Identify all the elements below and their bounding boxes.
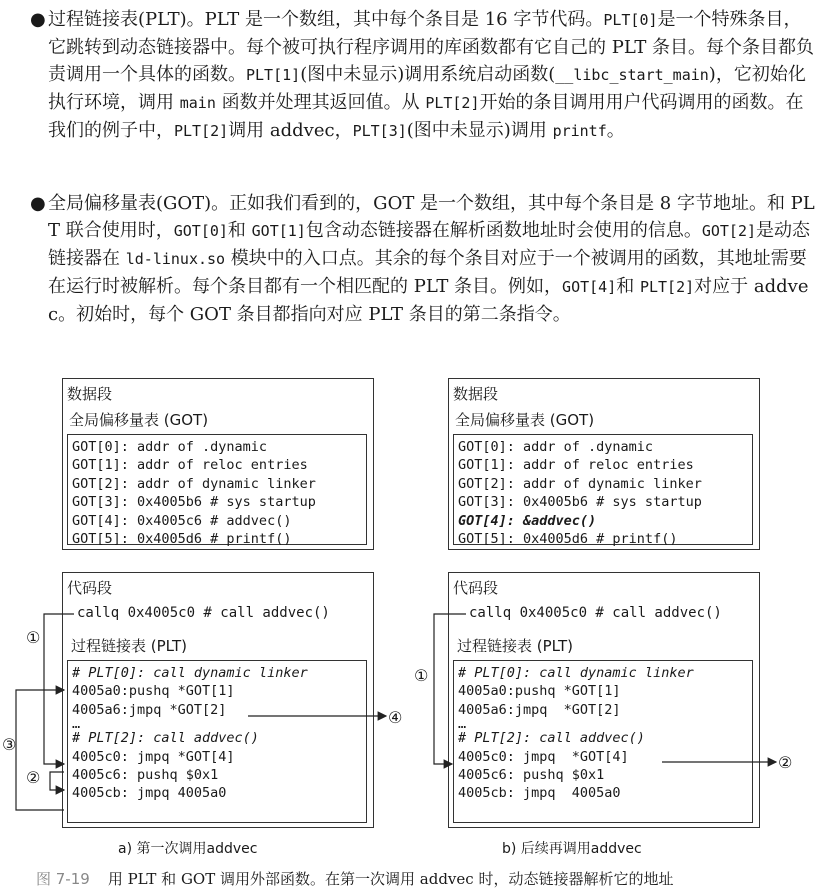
- text-run: 是动态链接器在: [48, 220, 811, 269]
- plt-entry: 4005a0:pushq *GOT[1]: [458, 683, 621, 700]
- text-run: 调用 addvec，: [228, 120, 353, 141]
- text-run: (图中未显示)调用: [406, 120, 553, 141]
- inline-code: PLT[2]: [425, 94, 480, 112]
- fig-a-got-table: [67, 434, 367, 548]
- inline-code: GOT[2]: [701, 222, 757, 240]
- fig-b-got-title: 全局偏移量表 (GOT): [455, 411, 595, 429]
- fig-b-got-table: [453, 434, 753, 548]
- text-run: 和: [616, 276, 640, 297]
- plt-entry: # PLT[2]: call addvec(): [72, 730, 259, 747]
- got-entry: GOT[1]: addr of reloc entries: [458, 457, 694, 474]
- got-entry: GOT[2]: addr of dynamic linker: [72, 475, 316, 492]
- inline-code: PLT[3]: [352, 122, 407, 140]
- fig-a-code-title: 代码段: [67, 579, 113, 597]
- plt-entry: 4005c6: pushq $0x1: [458, 767, 605, 784]
- text-run: 对应于 addvec。初始时，每个 GOT 条目都指向对应 PLT 条目的第二条指令。: [48, 276, 809, 325]
- fig-b-marker-2: ②: [778, 753, 793, 772]
- fig-b-caption: b) 后续再调用addvec: [502, 841, 642, 857]
- plt-entry: # PLT[0]: call dynamic linker: [72, 665, 308, 681]
- plt-entry: # PLT[0]: call dynamic linker: [458, 665, 694, 681]
- plt-entry: 4005a6:jmpq *GOT[2]: [72, 701, 227, 718]
- inline-code: __libc_start_main: [555, 66, 709, 84]
- fig-b-code-title: 代码段: [453, 579, 499, 597]
- plt-entry: 4005a6:jmpq *GOT[2]: [458, 701, 621, 718]
- fig-a-marker-1: ①: [26, 628, 41, 647]
- fig-a-marker-2: ②: [26, 768, 41, 787]
- got-entry: GOT[4]: 0x4005c6 # addvec(): [72, 512, 292, 529]
- got-entry: GOT[2]: addr of dynamic linker: [458, 475, 702, 492]
- inline-code: PLT[1]: [246, 66, 301, 84]
- fig-a-got-title: 全局偏移量表 (GOT): [69, 411, 209, 429]
- inline-code: ld-linux.so: [125, 250, 226, 268]
- bullet-plt-text: [48, 9, 814, 141]
- inline-code: GOT[4]: [562, 278, 617, 296]
- text-run: 模块中的入口点。其余的每个条目对应于一个被调用的函数，其地址需要在运行时被解析。每个条目都有一个相匹配的 PLT 条目。例如，: [48, 248, 807, 297]
- fig-a-arrow-3: [16, 690, 64, 810]
- got-entry: GOT[0]: addr of .dynamic: [72, 439, 268, 455]
- fig-a-marker-4: ④: [388, 708, 403, 727]
- text-run: 和: [227, 220, 252, 241]
- text-run: )，它初始化执行环境，调用: [48, 64, 806, 113]
- text-run: 函数并处理其返回值。从: [215, 92, 426, 113]
- got-entry: GOT[3]: 0x4005b6 # sys startup: [72, 494, 316, 511]
- fig-a-code-segment: [62, 572, 374, 828]
- inline-code: PLT[0]: [603, 11, 658, 29]
- inline-code: GOT[0]: [173, 222, 228, 240]
- fig-b-data-segment: [448, 378, 760, 550]
- got-entry: GOT[5]: 0x4005d6 # printf(): [458, 531, 678, 548]
- plt-ellipsis: …: [72, 716, 81, 733]
- inline-code: PLT[2]: [639, 278, 695, 296]
- text-run: 包含动态链接器在解析函数地址时会使用的信息。: [305, 220, 702, 241]
- plt-entry: # PLT[2]: call addvec(): [458, 730, 645, 747]
- fig-b-marker-1: ①: [414, 666, 429, 685]
- text-run: 全局偏移量表(GOT)。正如我们看到的，GOT 是一个数组，其中每个条目是 8 字节地址。和 PLT 联合使用时，: [48, 193, 815, 241]
- inline-code: printf: [552, 122, 607, 140]
- fig-a-data-segment: [62, 378, 374, 550]
- got-entry: GOT[0]: addr of .dynamic: [458, 439, 654, 455]
- text-run: 过程链接表(PLT)。PLT 是一个数组，其中每个条目是 16 字节代码。: [48, 9, 604, 30]
- plt-entry: 4005c0: jmpq *GOT[4]: [72, 748, 235, 765]
- bullet-plt: [30, 6, 816, 145]
- fig-a-plt-title: 过程链接表 (PLT): [71, 637, 187, 655]
- bullet-got-text: [48, 193, 815, 325]
- fig-b-plt-table: [453, 660, 753, 823]
- fig-a-callq: callq 0x4005c0 # call addvec(): [77, 605, 330, 621]
- plt-entry: 4005c0: jmpq *GOT[4]: [458, 748, 629, 765]
- fig-a-plt-table: [67, 660, 367, 823]
- inline-code: PLT[2]: [174, 122, 229, 140]
- text-run: 。: [606, 120, 625, 141]
- got-entry: GOT[5]: 0x4005d6 # printf(): [72, 531, 292, 548]
- plt-entry: 4005cb: jmpq 4005a0: [72, 785, 227, 802]
- plt-entry: 4005cb: jmpq 4005a0: [458, 785, 621, 802]
- got-entry: GOT[1]: addr of reloc entries: [72, 457, 308, 474]
- plt-ellipsis: …: [458, 716, 467, 733]
- bullet-dot: ●: [30, 193, 46, 214]
- fig-a-marker-3: ③: [2, 735, 17, 754]
- inline-code: main: [179, 94, 216, 112]
- bullet-dot: ●: [30, 9, 46, 30]
- got-entry: GOT[3]: 0x4005b6 # sys startup: [458, 494, 702, 511]
- got-entry-resolved: GOT[4]: &addvec(): [458, 512, 597, 529]
- fig-b-plt-title: 过程链接表 (PLT): [457, 637, 573, 655]
- figure-number: 图 7-19: [36, 870, 90, 888]
- text-run: 开始的条目调用用户代码调用的函数。在我们的例子中，: [48, 92, 804, 141]
- fig-b-data-title: 数据段: [453, 385, 499, 403]
- bullet-got: [30, 190, 816, 328]
- figure-caption: [36, 868, 673, 889]
- text-run: 是一个特殊条目，它跳转到动态链接器中。每个被可执行程序调用的库函数都有它自己的 PLT 条目。每个条目都负责调用一个具体的函数。: [48, 9, 815, 85]
- text-run: (图中未显示)调用系统启动函数(: [300, 64, 556, 85]
- fig-a-caption: a) 第一次调用addvec: [118, 841, 258, 857]
- inline-code: GOT[1]: [251, 222, 306, 240]
- plt-entry: 4005c6: pushq $0x1: [72, 767, 219, 784]
- fig-b-callq: callq 0x4005c0 # call addvec(): [469, 605, 722, 621]
- figure-caption-text: 用 PLT 和 GOT 调用外部函数。在第一次调用 addvec 时，动态链接器解析它的地址: [107, 870, 674, 888]
- fig-a-data-title: 数据段: [67, 385, 113, 403]
- plt-entry: 4005a0:pushq *GOT[1]: [72, 683, 235, 700]
- fig-b-code-segment: [448, 572, 760, 828]
